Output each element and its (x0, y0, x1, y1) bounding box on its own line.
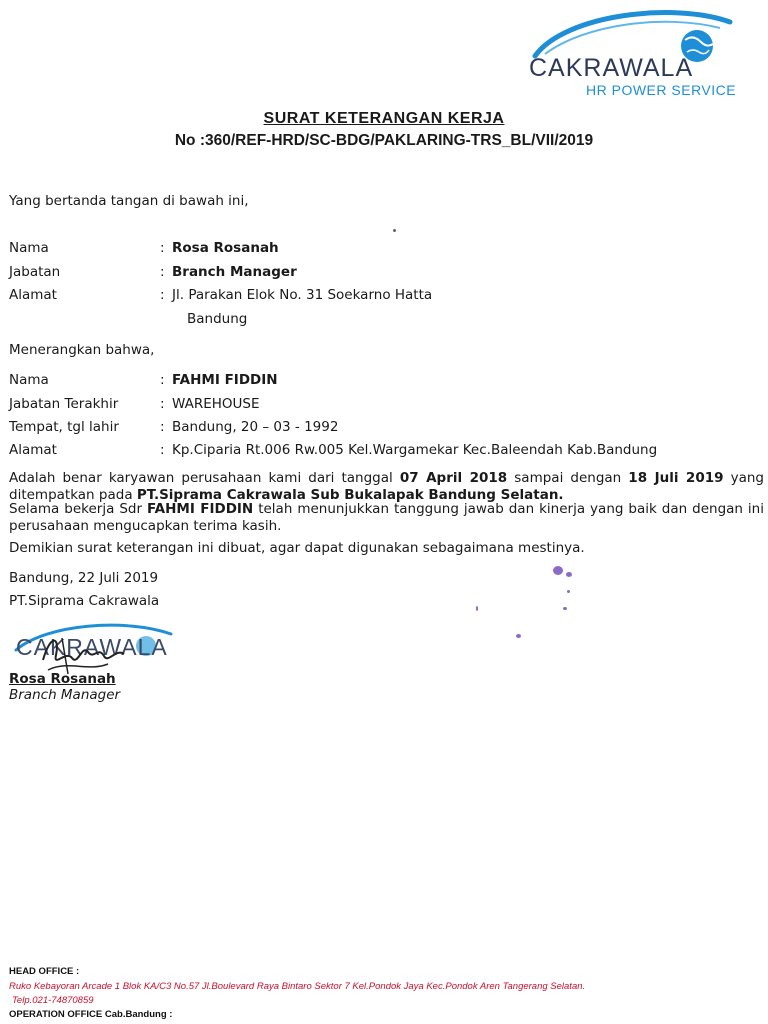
ink-speck (476, 606, 478, 611)
employee-name-inline: FAHMI FIDDIN (147, 501, 254, 517)
field-label: Alamat (9, 287, 57, 303)
logo-subtitle: HR POWER SERVICE (586, 82, 737, 98)
letter-number: No :360/REF-HRD/SC-BDG/PAKLARING-TRS_BL/VII/2019 (174, 132, 594, 149)
company-name: PT.Siprama Cakrawala (9, 593, 160, 609)
signer-address-value: Jl. Parakan Elok No. 31 Soekarno Hatta (172, 287, 433, 303)
start-date: 07 April 2018 (399, 470, 508, 486)
employee-birth-value: Bandung, 20 – 03 - 1992 (172, 419, 339, 435)
field-separator: : (160, 287, 165, 303)
field-label: Jabatan (9, 264, 61, 280)
ink-speck (563, 607, 567, 610)
field-separator: : (160, 372, 165, 388)
field-label: Tempat, tgl lahir (9, 419, 119, 435)
head-office-phone: Telp.021-74870859 (12, 995, 94, 1006)
field-separator: : (160, 240, 165, 256)
field-separator: : (160, 442, 165, 458)
intro-text: Yang bertanda tangan di bawah ini, (9, 193, 249, 209)
closing-paragraph: Demikian surat keterangan ini dibuat, agar dapat digunakan sebagaimana mestinya. (9, 540, 585, 556)
ink-speck (566, 572, 572, 577)
field-separator: : (160, 396, 165, 412)
head-office-address: Ruko Kebayoran Arcade 1 Blok KA/C3 No.57 Jl.Boulevard Raya Bintaro Sektor 7 Kel.Pondok Jaya Kec.Pondok Aren Tangerang Selatan. (9, 981, 586, 992)
field-label: Alamat (9, 442, 57, 458)
company-logo (525, 4, 765, 100)
employment-paragraph: Adalah benar karyawan perusahaan kami dari tanggal 07 April 2018 sampai dengan 18 Juli 2019 yang ditempatkan pada PT.Siprama Cakrawala Sub Bukalapak Bandung Selatan. (9, 470, 764, 503)
signer-name-value: Rosa Rosanah (172, 240, 279, 256)
field-separator: : (160, 419, 165, 435)
ink-speck (567, 590, 570, 593)
letter-title: SURAT KETERANGAN KERJA (263, 110, 505, 127)
ink-speck (553, 566, 563, 575)
employee-name-value: FAHMI FIDDIN (172, 372, 278, 388)
logo-name: CAKRAWALA (529, 54, 694, 82)
ink-speck (393, 229, 396, 232)
operation-office-label: OPERATION OFFICE Cab.Bandung : (9, 1009, 173, 1020)
place-date: Bandung, 22 Juli 2019 (9, 570, 159, 586)
signer-signature-title: Branch Manager (9, 687, 121, 703)
stamp-logo-text: CAKRAWALA (16, 634, 168, 660)
ink-speck (516, 634, 521, 638)
signer-address-city: Bandung (187, 311, 248, 327)
field-separator: : (160, 264, 165, 280)
employee-position-value: WAREHOUSE (172, 396, 260, 412)
placement: PT.Siprama Cakrawala Sub Bukalapak Bandung Selatan. (136, 487, 564, 503)
field-label: Nama (9, 372, 49, 388)
head-office-label: HEAD OFFICE : (9, 966, 80, 977)
field-label: Jabatan Terakhir (9, 396, 119, 412)
end-date: 18 Juli 2019 (628, 470, 724, 486)
field-label: Nama (9, 240, 49, 256)
signer-position-value: Branch Manager (172, 264, 297, 280)
declares-text: Menerangkan bahwa, (9, 342, 155, 358)
employee-address-value: Kp.Ciparia Rt.006 Rw.005 Kel.Wargamekar Kec.Baleendah Kab.Bandung (172, 442, 658, 458)
performance-paragraph: Selama bekerja Sdr FAHMI FIDDIN telah menunjukkan tanggung jawab dan kinerja yang baik dan dengan ini perusahaan mengucapkan terima kasih. (9, 501, 764, 534)
signer-signature-name: Rosa Rosanah (9, 671, 116, 687)
